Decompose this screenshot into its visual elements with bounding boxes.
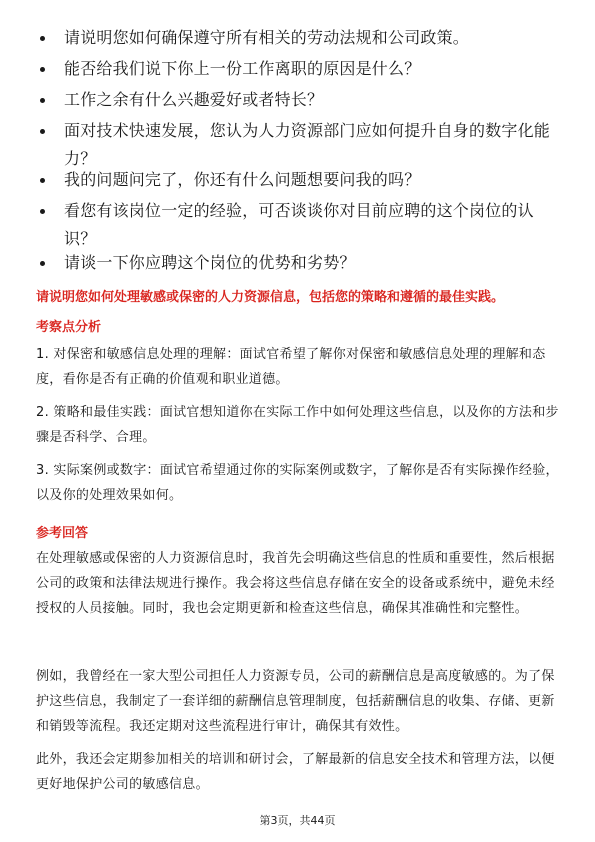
analysis-title: 考察点分析 xyxy=(36,320,102,335)
analysis-item: 3. 实际案例或数字：面试官希望通过你的实际案例或数字，了解你是否有实际操作经验，以及你的处理效果如何。 xyxy=(36,463,559,503)
list-item-text: 工作之余有什么兴趣爱好或者特长？ xyxy=(64,90,324,109)
bullet-icon xyxy=(40,36,45,41)
analysis-item: 1. 对保密和敏感信息处理的理解：面试官希望了解你对保密和敏感信息处理的理解和态度，看你是否有正确的价值观和职业道德。 xyxy=(36,347,546,387)
analysis-item: 2. 策略和最佳实践：面试官想知道你在实际工作中如何处理这些信息，以及你的方法和步骤是否科学、合理。 xyxy=(36,405,559,445)
bullet-icon xyxy=(40,209,45,214)
list-item-text: 面对技术快速发展，您认为人力资源部门应如何提升自身的数字化能力？ xyxy=(64,121,551,168)
list-item-text: 请说明您如何确保遵守所有相关的劳动法规和公司政策。 xyxy=(64,28,470,47)
list-item-text: 我的问题问完了，你还有什么问题想要问我的吗？ xyxy=(64,170,421,189)
bullet-icon xyxy=(40,98,45,103)
bullet-icon xyxy=(40,67,45,72)
bullet-icon xyxy=(40,261,45,266)
answer-paragraph: 在处理敏感或保密的人力资源信息时，我首先会明确这些信息的性质和重要性，然后根据公司的政策和法律法规进行操作。我会将这些信息存储在安全的设备或系统中，避免未经授权的人员接触。同时，我也会定期更新和检查这些信息，确保其准确性和完整性。 xyxy=(36,551,555,616)
page-footer: 第3页，共44页 xyxy=(259,814,336,827)
bullet-icon xyxy=(40,178,45,183)
answer-paragraph: 例如，我曾经在一家大型公司担任人力资源专员，公司的薪酬信息是高度敏感的。为了保护这些信息，我制定了一套详细的薪酬信息管理制度，包括薪酬信息的收集、存储、更新和销毁等流程。我还定期对这些流程进行审计，确保其有效性。 xyxy=(36,669,555,734)
answer-paragraph: 此外，我还会定期参加相关的培训和研讨会，了解最新的信息安全技术和管理方法，以便更好地保护公司的敏感信息。 xyxy=(36,752,555,792)
answer-title: 参考回答 xyxy=(36,526,89,541)
list-item-text: 看您有该岗位一定的经验，可否谈谈你对目前应聘的这个岗位的认识？ xyxy=(64,201,534,248)
list-item-text: 请谈一下你应聘这个岗位的优势和劣势？ xyxy=(64,253,356,272)
question-heading: 请说明您如何处理敏感或保密的人力资源信息，包括您的策略和遵循的最佳实践。 xyxy=(36,290,505,305)
list-item-text: 能否给我们说下你上一份工作离职的原因是什么？ xyxy=(64,59,421,78)
bullet-icon xyxy=(40,129,45,134)
